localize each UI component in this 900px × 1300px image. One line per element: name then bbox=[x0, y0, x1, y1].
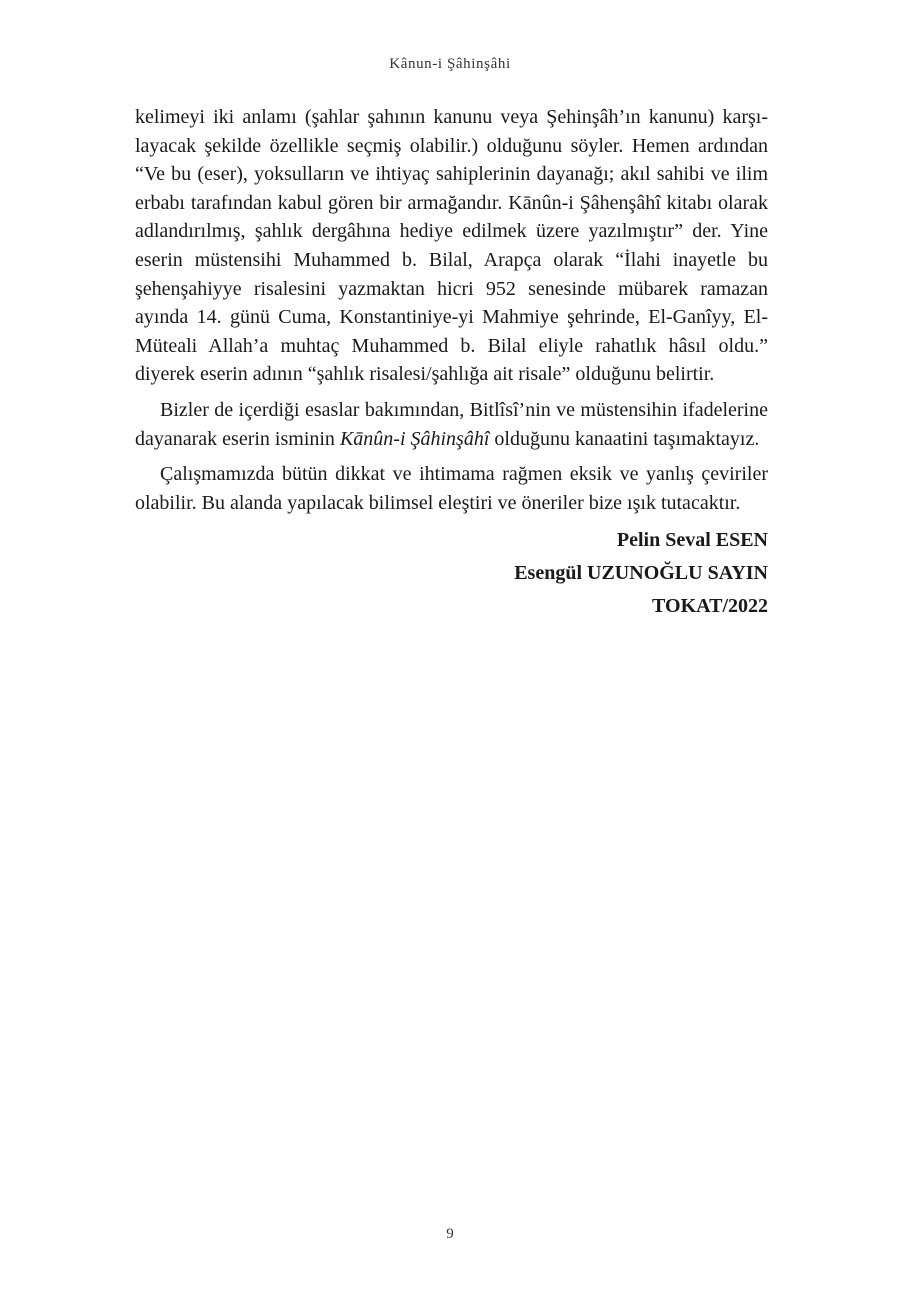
body-text bbox=[135, 103, 768, 623]
place-date: TOKAT/2022 bbox=[652, 595, 768, 618]
page-number: 9 bbox=[446, 1226, 454, 1242]
work-title-italic: Kānûn-i Şâhinşâhî bbox=[339, 427, 490, 450]
signature-block bbox=[135, 524, 768, 623]
paragraph-1: kelimeyi iki anlamı (şahlar şahının kanunu veya Şehinşâh’ın kanunu) karşı-layacak şekilde özellikle seçmiş olabilir.) olduğunu söyler. Hemen ardından “Ve bu (eser), yoksulların ve ihtiyaç sahiplerinin dayanağı; akıl sahibi ve ilim erbabı tarafından kabul gören bir armağandır. Kānûn-i Şâhenşâhî kitabı olarak adlandırılmış, şahlık dergâhına hediye edilmek üzere yazılmıştır” der. Yine eserin müstensihi Muhammed b. Bilal, Arapça olarak “İlahi inayetle bu şehenşahiyye risalesini yazmaktan hicri 952 senesinde mübarek ramazan ayında 14. günü Cuma, Konstantiniye-yi Mahmiye şehrinde, El-Ganîyy, El- Müteali Allah’a muhtaç Muhammed b. Bilal eliyle rahatlık hâsıl oldu.” diyerek eserin adının “şahlık risalesi/şahlığa ait risale” olduğunu belirtir. bbox=[135, 106, 768, 386]
paragraph-3: Çalışmamızda bütün dikkat ve ihtimama rağmen eksik ve yanlış çeviriler olabilir. Bu alanda yapılacak bilimsel eleştiri ve öneriler bize ışık tutacaktır. bbox=[135, 463, 768, 514]
running-header: Kânun-i Şâhinşâhi bbox=[389, 56, 511, 72]
paragraph-2-text-start: Bizler de içerdiği esaslar bakımından, Bitlîsî’nin ve müstensihin ifadelerine dayanarak eserin isminin bbox=[135, 398, 768, 450]
author-name-1: Pelin Seval ESEN bbox=[616, 529, 768, 552]
paragraph-2-text-end: olduğunu kanaatini taşımaktayız. bbox=[489, 427, 760, 450]
paragraph-2 bbox=[135, 396, 768, 453]
author-name-2: Esengül UZUNOĞLU SAYIN bbox=[514, 562, 768, 585]
